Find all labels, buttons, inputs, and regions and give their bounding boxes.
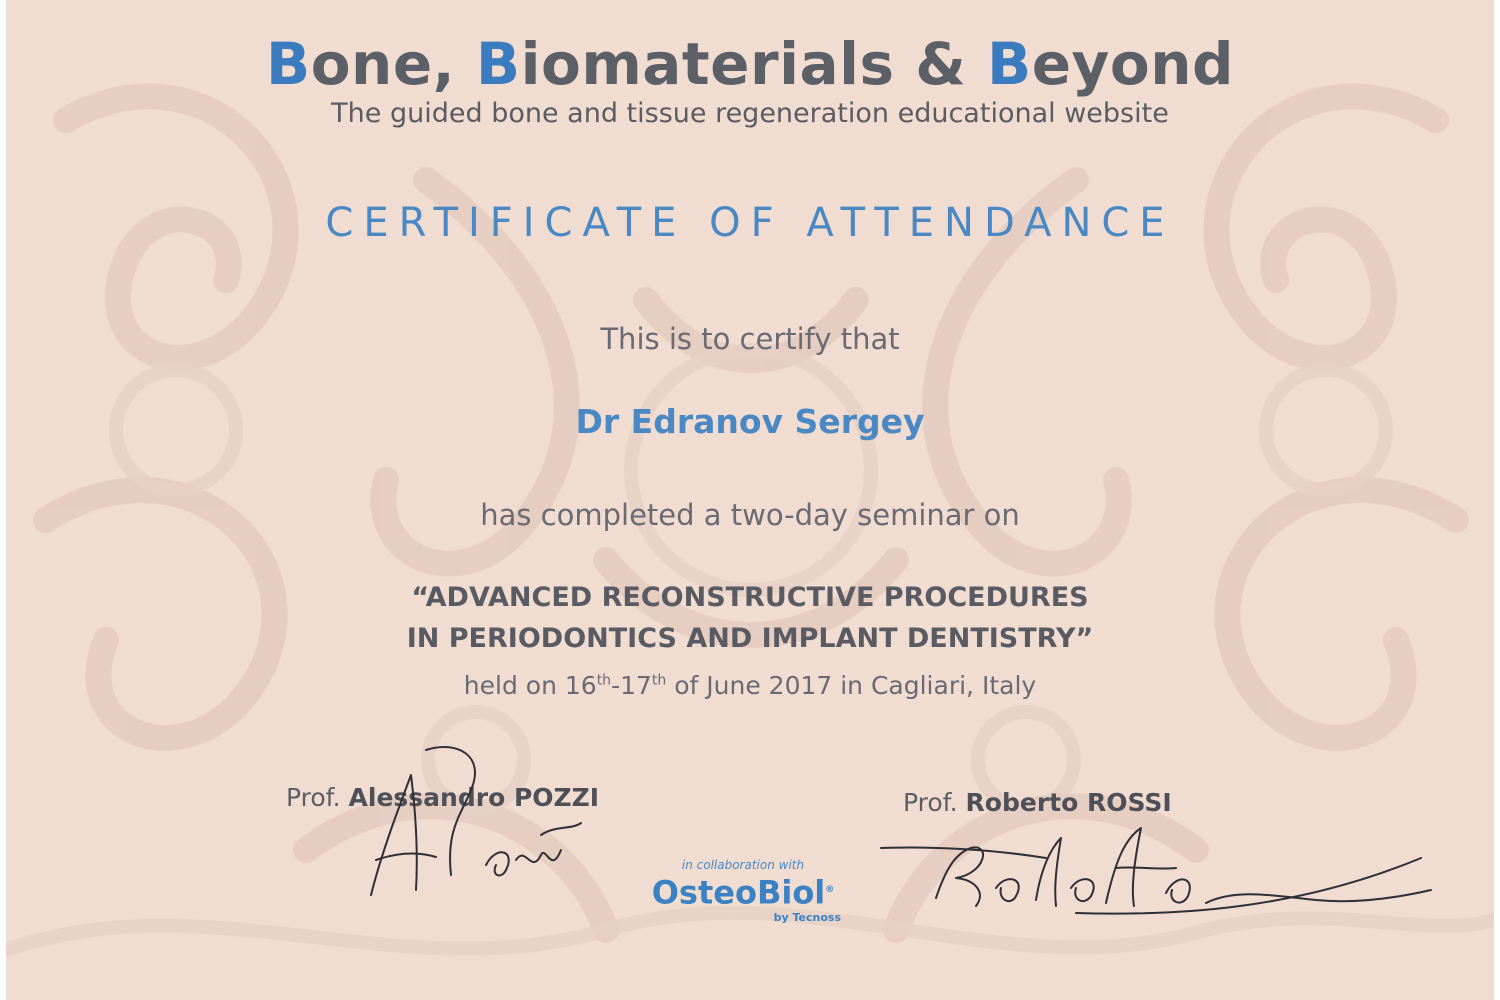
- signature-rossi: [876, 818, 1436, 918]
- sponsor-label: in collaboration with: [681, 858, 805, 872]
- certificate-paper: [6, 0, 1494, 1000]
- brand-title-part: iomaterials &: [520, 30, 987, 98]
- event-day2-suffix: th: [651, 672, 667, 689]
- signer-title: Prof.: [286, 783, 341, 812]
- course-title-line-1: “ADVANCED RECONSTRUCTIVE PROCEDURES: [411, 582, 1089, 613]
- event-prefix: held on 16: [463, 671, 597, 700]
- signer-rossi: [903, 788, 1172, 817]
- brand-title: [6, 30, 1494, 98]
- completion-statement: has completed a two-day seminar on: [480, 498, 1020, 532]
- signer-title: Prof.: [903, 788, 958, 817]
- event-rest: of June 2017 in Cagliari, Italy: [666, 671, 1037, 700]
- event-separator: -17: [611, 671, 652, 700]
- signature-pozzi: [356, 735, 586, 905]
- brand-title-part: B: [986, 30, 1032, 98]
- sponsor-logo: [628, 858, 858, 924]
- brand-tagline: The guided bone and tissue regeneration educational website: [331, 98, 1169, 129]
- registered-mark: ®: [825, 885, 835, 895]
- brand-title-part: one,: [310, 30, 476, 98]
- event-details: [6, 671, 1494, 700]
- event-day1-suffix: th: [596, 672, 612, 689]
- certificate-heading: CERTIFICATE OF ATTENDANCE: [325, 200, 1175, 246]
- signer-name: Roberto ROSSI: [965, 788, 1172, 817]
- recipient-name: Dr Edranov Sergey: [575, 402, 925, 441]
- course-title: [6, 577, 1494, 659]
- sponsor-by: by Tecnoss: [773, 911, 841, 924]
- course-title-line-2: IN PERIODONTICS AND IMPLANT DENTISTRY”: [406, 623, 1094, 654]
- brand-title-part: B: [265, 30, 311, 98]
- sponsor-name: OsteoBiol: [651, 873, 826, 912]
- signer-name: Alessandro POZZI: [348, 783, 600, 812]
- sponsor-brand: [628, 872, 858, 911]
- brand-title-part: B: [475, 30, 521, 98]
- brand-title-part: eyond: [1031, 30, 1235, 98]
- certify-intro: This is to certify that: [600, 322, 900, 356]
